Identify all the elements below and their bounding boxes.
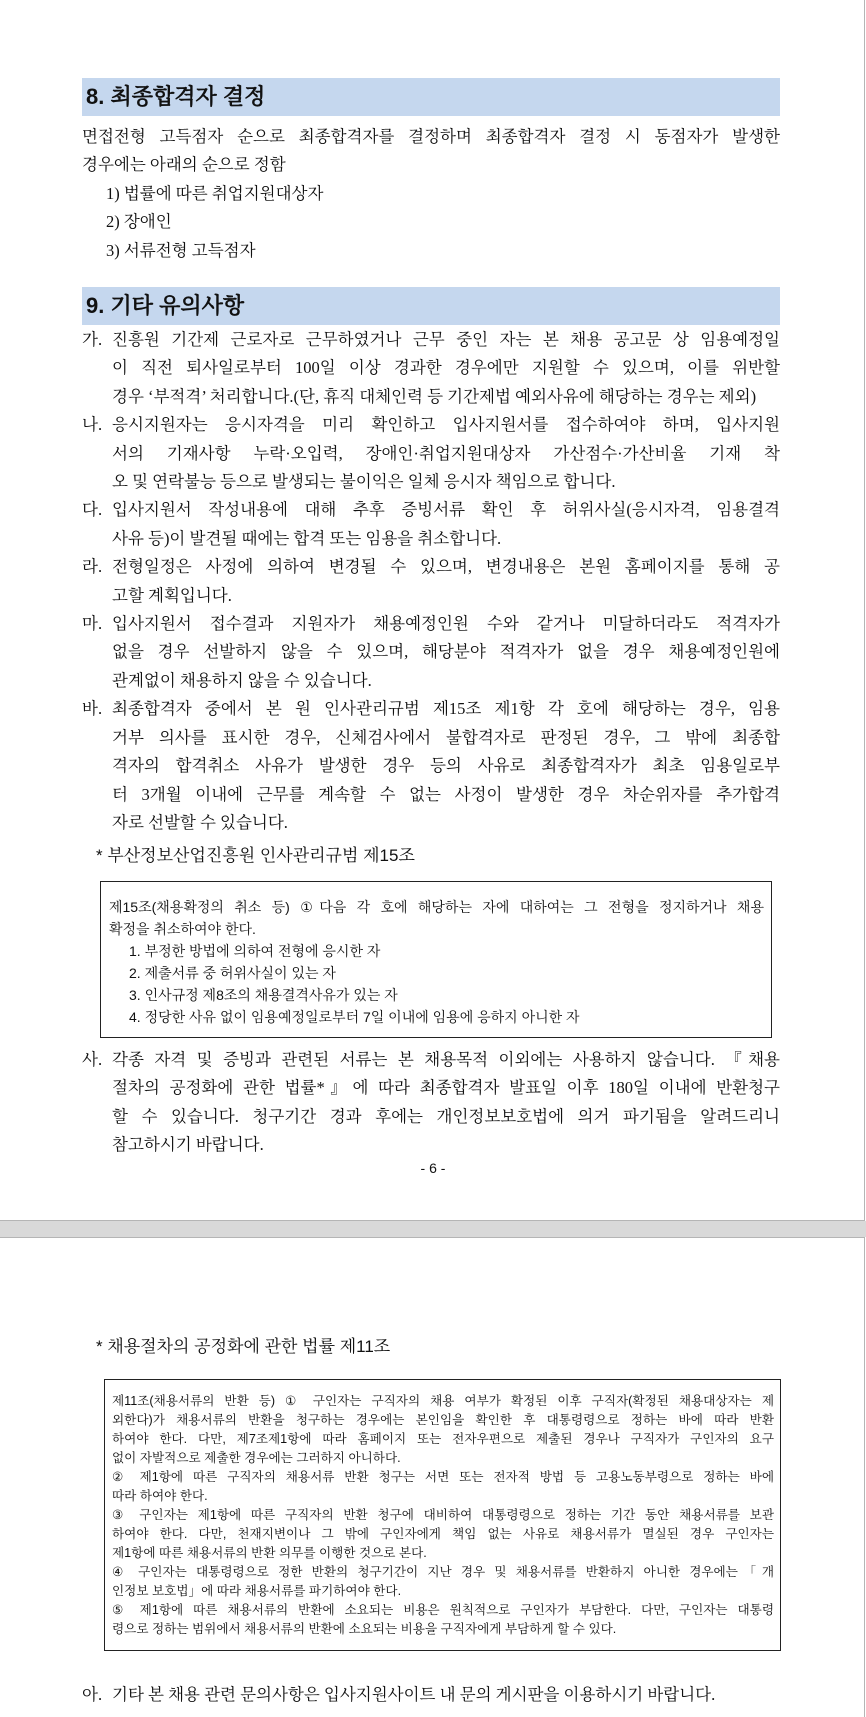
body-line: 이 직전 퇴사일로부터 100일 이상 경과한 경우에만 지원할 수 있으며, 이를 위반할 <box>112 358 780 378</box>
body-line: 오 및 연락불능 등으로 발생되는 불이익은 일체 응시자 책임으로 합니다. <box>112 472 616 492</box>
item-marker: 가. <box>82 330 103 349</box>
item-marker: 바. <box>82 699 103 719</box>
box-line: 없이 자발적으로 제출한 경우에는 그러하지 아니하다. <box>112 1451 401 1465</box>
item-sa <box>82 1046 780 1160</box>
body-line: 경우 ‘부적격’ 처리합니다.(단, 휴직 대체인력 등 기간제법 예외사유에 해당하는 경우는 제외) <box>112 386 757 406</box>
law-note-title: * 채용절차의 공정화에 관한 법률 제11조 <box>96 1337 391 1356</box>
body-line: 거부 의사를 표시한 경우, 신체검사에서 불합격자로 판정된 경우, 그 밖에 최종합 <box>112 727 780 747</box>
item-marker: 마. <box>82 614 103 634</box>
body-line: 면접전형 고득점자 순으로 최종합격자를 결정하며 최종합격자 결정 시 동점자가 발생한 <box>82 127 780 146</box>
list-item: 2) 장애인 <box>106 212 172 232</box>
body-line: 할 수 있습니다. 청구기간 경과 후에는 개인정보보호법에 의거 파기됨을 알려드리니 <box>112 1106 780 1126</box>
box-line: 령으로 정하는 범위에서 채용서류의 반환에 소요되는 비용을 구직자에게 부담하게 할 수 있다. <box>112 1622 617 1636</box>
box-line: 제1항에 따른 채용서류의 반환 의무를 이행한 것으로 본다. <box>112 1546 427 1560</box>
body-line: 응시지원자는 응시자격을 미리 확인하고 입사지원서를 접수하여야 하며, 입사지원 <box>112 415 780 435</box>
regulation-note-title: * 부산정보산업진흥원 인사관리규범 제15조 <box>96 846 415 865</box>
box-line: 따라 하여야 한다. <box>112 1489 208 1503</box>
body-line: 없을 경우 선발하지 않을 수 있으며, 해당분야 적격자가 없을 경우 채용예정인원에 <box>112 642 780 662</box>
list-item <box>82 1681 780 1709</box>
box-line: 확정을 취소하여야 한다. <box>109 921 256 937</box>
box-line: ④ 구인자는 대통령령으로 정한 반환의 청구기간이 지난 경우 및 채용서류를 반환하지 아니한 경우에는「개 <box>112 1565 774 1579</box>
law-article-11-box <box>104 1379 781 1651</box>
list-item <box>82 411 780 496</box>
box-line: ⑤ 제1항에 따른 채용서류의 반환에 소요되는 비용은 원칙적으로 구인자가 부담한다. 다만, 구인자는 대통령 <box>112 1603 774 1617</box>
body-line: 경우에는 아래의 순으로 정함 <box>82 155 286 175</box>
body-line: 고할 계획입니다. <box>112 585 232 605</box>
section-9-items <box>82 326 780 837</box>
box-line: ③ 구인자는 제1항에 따른 구직자의 반환 청구에 대비하여 대통령령으로 정하는 기간 동안 채용서류를 보관 <box>112 1508 774 1522</box>
list-item <box>82 610 780 695</box>
box-list-item: 4. 정당한 사유 없이 임용예정일로부터 7일 이내에 임용에 응하지 아니한 자 <box>129 1009 580 1025</box>
body-line: 절차의 공정화에 관한 법률*』에 따라 최종합격자 발표일 이후 180일 이내에 반환청구 <box>112 1078 780 1098</box>
body-line: 서의 기재사항 누락·오입력, 장애인·취업지원대상자 가산점수·가산비율 기재 착 <box>112 443 780 463</box>
list-item <box>82 1046 780 1160</box>
document-page-7 <box>0 1237 865 1717</box>
body-line: 터 3개월 이내에 근무를 계속할 수 없는 사정이 발생한 경우 차순위자를 추가합격 <box>112 784 780 804</box>
body-line: 참고하시기 바랍니다. <box>112 1135 264 1155</box>
item-a <box>82 1681 780 1709</box>
section-8-heading: 8. 최종합격자 결정 <box>82 78 780 116</box>
list-item: 3) 서류전형 고득점자 <box>106 240 256 260</box>
box-line: 제11조(채용서류의 반환 등) ① 구인자는 구직자의 채용 여부가 확정된 이후 구직자(확정된 채용대상자는 제 <box>112 1394 774 1408</box>
section-8-body <box>82 123 780 265</box>
body-line: 관계없이 채용하지 않을 수 있습니다. <box>112 670 372 690</box>
page-number: - 6 - <box>420 1160 446 1176</box>
box-line: 인정보 보호법」에 따라 채용서류를 파기하여야 한다. <box>112 1584 402 1598</box>
body-line: 최종합격자 중에서 본 원 인사관리규범 제15조 제1항 각 호에 해당하는 경우, 임용 <box>112 699 780 719</box>
item-marker: 나. <box>82 415 103 435</box>
list-item <box>82 553 780 610</box>
box-list-item: 1. 부정한 방법에 의하여 전형에 응시한 자 <box>129 943 381 959</box>
body-line: 진흥원 기간제 근로자로 근무하였거나 근무 중인 자는 본 채용 공고문 상 임용예정일 <box>112 330 780 349</box>
box-line: ② 제1항에 따른 구직자의 채용서류 반환 청구는 서면 또는 전자적 방법 등 고용노동부령으로 정하는 바에 <box>112 1470 774 1484</box>
box-line: 하여야 한다. 다만, 천재지변이나 그 밖에 구인자에게 책임 없는 사유로 채용서류가 멸실된 경우 구인자는 <box>112 1527 774 1541</box>
item-marker: 다. <box>82 500 103 520</box>
box-line: 하여야 한다. 다만, 제7조제1항에 따라 홈페이지 또는 전자우편으로 제출된 경우나 구직자가 구인자의 요구 <box>112 1432 774 1446</box>
body-line: 입사지원서 작성내용에 대해 추후 증빙서류 확인 후 허위사실(응시자격, 임용결격 <box>112 500 780 520</box>
box-line: 제15조(채용확정의 취소 등) ①다음 각 호에 해당하는 자에 대하여는 그 전형을 정지하거나 채용 <box>109 899 764 915</box>
body-line: 기타 본 채용 관련 문의사항은 입사지원사이트 내 문의 게시판을 이용하시기 바랍니다. <box>112 1685 716 1704</box>
item-marker: 라. <box>82 557 103 577</box>
box-list-item: 2. 제출서류 중 허위사실이 있는 자 <box>129 965 336 981</box>
body-line: 입사지원서 접수결과 지원자가 채용예정인원 수와 같거나 미달하더라도 적격자가 <box>112 614 780 634</box>
item-marker: 아. <box>82 1685 103 1704</box>
box-line: 외한다)가 채용서류의 반환을 청구하는 경우에는 본인임을 확인한 후 대통령령으로 정하는 바에 따라 반환 <box>112 1413 774 1427</box>
item-marker: 사. <box>82 1050 103 1069</box>
body-line: 전형일정은 사정에 의하여 변경될 수 있으며, 변경내용은 본원 홈페이지를 통해 공 <box>112 557 780 577</box>
list-item <box>82 496 780 553</box>
list-item <box>82 326 780 411</box>
page-separator <box>0 1221 866 1237</box>
list-item: 1) 법률에 따른 취업지원대상자 <box>106 183 324 203</box>
list-item <box>82 695 780 837</box>
body-line: 격자의 합격취소 사유가 발생한 경우 등의 사유로 최종합격자가 최초 임용일로부 <box>112 756 780 776</box>
body-line: 자로 선발할 수 있습니다. <box>112 812 288 832</box>
section-9-heading: 9. 기타 유의사항 <box>82 287 780 325</box>
body-line: 사유 등)이 발견될 때에는 합격 또는 임용을 취소합니다. <box>112 528 502 548</box>
body-line: 각종 자격 및 증빙과 관련된 서류는 본 채용목적 이외에는 사용하지 않습니다. 『채용 <box>112 1050 780 1069</box>
regulation-article-15-box <box>100 881 772 1038</box>
box-list-item: 3. 인사규정 제8조의 채용결격사유가 있는 자 <box>129 987 398 1003</box>
